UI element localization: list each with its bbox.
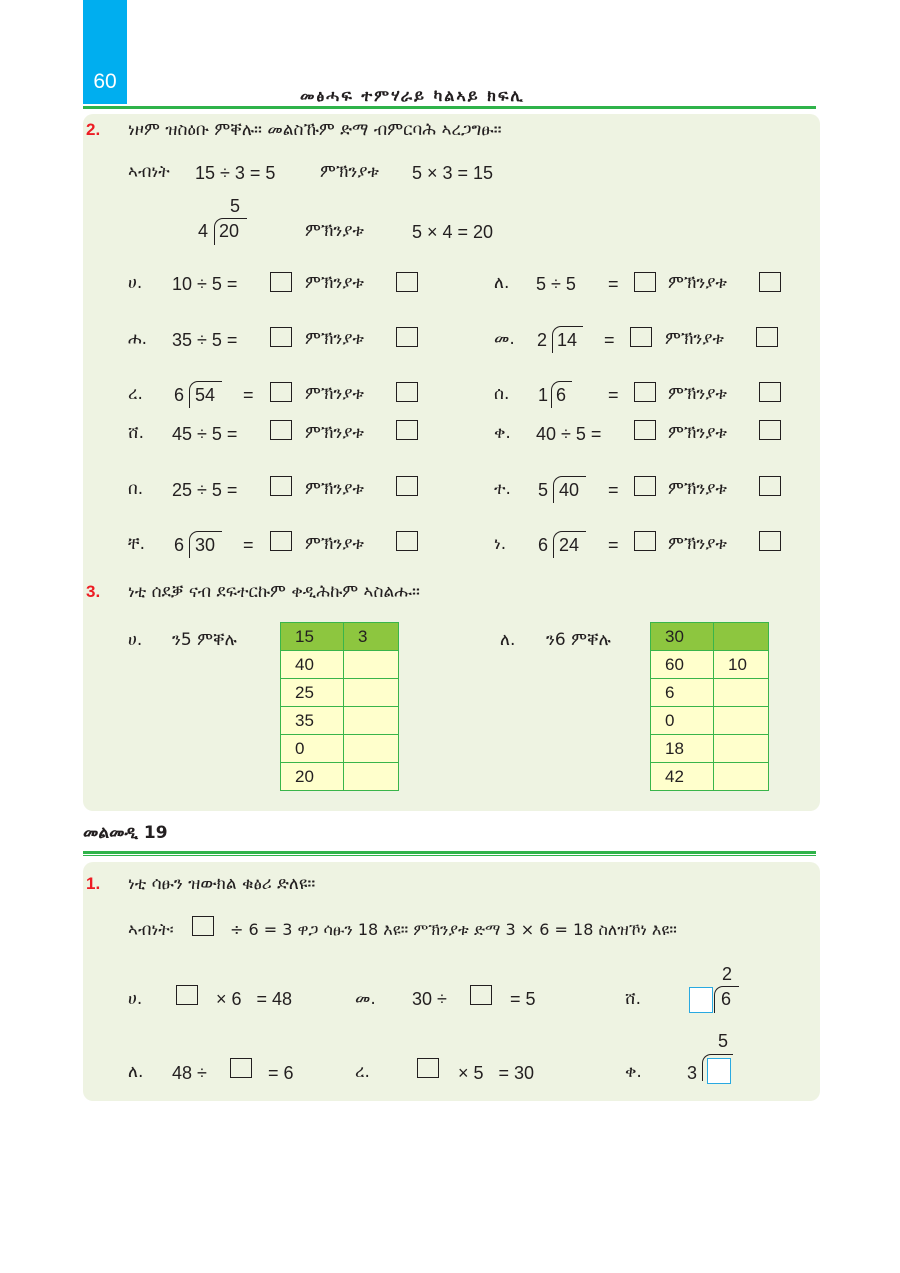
because-label: ምኽንያቱ bbox=[668, 423, 727, 443]
equals-sign: = bbox=[243, 535, 254, 555]
item-expression: = 6 bbox=[268, 1063, 294, 1083]
section-title: መልመዲ 19 bbox=[83, 823, 168, 843]
because-label: ምኽንያቱ bbox=[668, 534, 727, 554]
answer-box[interactable] bbox=[759, 420, 781, 440]
because-label: ምኽንያቱ bbox=[320, 162, 379, 182]
equals-sign: = bbox=[608, 480, 619, 500]
because-label: ምኽንያቱ bbox=[665, 329, 724, 349]
answer-box[interactable] bbox=[634, 420, 656, 440]
answer-box[interactable] bbox=[759, 531, 781, 551]
dividend: 54 bbox=[195, 385, 216, 405]
answer-box[interactable] bbox=[396, 420, 418, 440]
answer-box[interactable] bbox=[270, 420, 292, 440]
example-divisor: 4 bbox=[198, 221, 209, 241]
quotient: 2 bbox=[722, 964, 733, 984]
answer-box[interactable] bbox=[270, 327, 292, 347]
item-label: ረ. bbox=[355, 1062, 370, 1082]
answer-box[interactable] bbox=[270, 382, 292, 402]
answer-box[interactable] bbox=[689, 987, 713, 1013]
dividend: 24 bbox=[559, 535, 580, 555]
table-cell: 0 bbox=[281, 735, 344, 763]
answer-box[interactable] bbox=[396, 272, 418, 292]
item-label: ሐ. bbox=[128, 329, 148, 349]
answer-box[interactable] bbox=[634, 531, 656, 551]
example-label: ኣብነት፡ bbox=[128, 920, 174, 940]
item-label: ሸ. bbox=[625, 989, 641, 1009]
because-label: ምኽንያቱ bbox=[305, 384, 364, 404]
item-label: ለ. bbox=[128, 1062, 144, 1082]
answer-box[interactable] bbox=[707, 1058, 731, 1084]
example-quotient: 5 bbox=[230, 196, 241, 216]
table-cell: 42 bbox=[651, 763, 714, 791]
question-number: 1. bbox=[86, 874, 101, 893]
divisor: 6 bbox=[174, 535, 185, 555]
table-answer-cell[interactable] bbox=[714, 707, 769, 735]
item-expression: 35 ÷ 5 = bbox=[172, 330, 238, 350]
table-answer-cell[interactable] bbox=[714, 679, 769, 707]
table-label: ሀ. bbox=[128, 630, 143, 650]
item-label: ተ. bbox=[494, 479, 511, 499]
because-label: ምኽንያቱ bbox=[668, 384, 727, 404]
dividend: 6 bbox=[721, 989, 732, 1009]
example-check: 5 × 4 = 20 bbox=[412, 222, 494, 242]
item-expression: × 5 = 30 bbox=[458, 1063, 535, 1083]
item-label: መ. bbox=[355, 989, 376, 1009]
question-instruction: ነቲ ሳፁን ዝውክል ቁፅሪ ድለዩ። bbox=[128, 874, 316, 894]
table-answer-cell[interactable] bbox=[714, 763, 769, 791]
item-expression: 45 ÷ 5 = bbox=[172, 424, 238, 444]
table-header-cell: 3 bbox=[344, 623, 399, 651]
table-cell: 20 bbox=[281, 763, 344, 791]
table-header-cell: 30 bbox=[651, 623, 714, 651]
divisor: 6 bbox=[174, 385, 185, 405]
item-label: ሀ. bbox=[128, 989, 143, 1009]
dividend: 30 bbox=[195, 535, 216, 555]
dividend: 40 bbox=[559, 480, 580, 500]
table-cell: 18 bbox=[651, 735, 714, 763]
item-label: ለ. bbox=[494, 273, 510, 293]
equals-sign: = bbox=[608, 385, 619, 405]
question-instruction: ነዞም ዝስዕቡ ምቐሉ። መልስኹም ድማ ብምርባሕ ኣረጋግፁ። bbox=[128, 120, 502, 140]
divisor: 1 bbox=[538, 385, 549, 405]
item-label: ሀ. bbox=[128, 273, 143, 293]
answer-box[interactable] bbox=[759, 382, 781, 402]
answer-box[interactable] bbox=[630, 327, 652, 347]
table-cell: 40 bbox=[281, 651, 344, 679]
answer-box[interactable] bbox=[470, 985, 492, 1005]
answer-box[interactable] bbox=[270, 272, 292, 292]
table-cell: 25 bbox=[281, 679, 344, 707]
item-label: ሸ. bbox=[128, 423, 144, 443]
item-label: መ. bbox=[494, 329, 515, 349]
item-label: በ. bbox=[128, 479, 144, 499]
table-answer-cell[interactable] bbox=[344, 735, 399, 763]
soap-box bbox=[192, 916, 214, 936]
item-label: ነ. bbox=[494, 534, 507, 554]
item-label: ቀ. bbox=[625, 1062, 642, 1082]
divisor: 5 bbox=[538, 480, 549, 500]
quotient: 5 bbox=[718, 1031, 729, 1051]
table-cell: 35 bbox=[281, 707, 344, 735]
answer-box[interactable] bbox=[759, 476, 781, 496]
because-label: ምኽንያቱ bbox=[305, 221, 364, 241]
table-answer-cell[interactable]: 10 bbox=[714, 651, 769, 679]
item-expression: × 6 = 48 bbox=[216, 989, 293, 1009]
dividend: 14 bbox=[557, 330, 578, 350]
answer-box[interactable] bbox=[270, 476, 292, 496]
answer-box[interactable] bbox=[396, 476, 418, 496]
item-expression: 10 ÷ 5 = bbox=[172, 274, 238, 294]
example-label: ኣብነት bbox=[128, 162, 170, 182]
because-label: ምኽንያቱ bbox=[668, 273, 727, 293]
equals-sign: = bbox=[604, 330, 615, 350]
answer-box[interactable] bbox=[230, 1058, 252, 1078]
table-cell: 0 bbox=[651, 707, 714, 735]
because-label: ምኽንያቱ bbox=[305, 329, 364, 349]
because-label: ምኽንያቱ bbox=[305, 273, 364, 293]
item-expression: 5 ÷ 5 bbox=[536, 274, 576, 294]
question-number: 3. bbox=[86, 582, 101, 601]
section-rule-thin bbox=[83, 855, 816, 856]
item-label: ሰ. bbox=[494, 384, 510, 404]
equals-sign: = bbox=[608, 274, 619, 294]
item-label: ረ. bbox=[128, 384, 143, 404]
answer-box[interactable] bbox=[176, 985, 198, 1005]
example-equation: 15 ÷ 3 = 5 bbox=[195, 163, 276, 183]
table-answer-cell[interactable] bbox=[714, 735, 769, 763]
table-cell: 60 bbox=[651, 651, 714, 679]
answer-box[interactable] bbox=[396, 382, 418, 402]
answer-box[interactable] bbox=[759, 272, 781, 292]
example-dividend: 20 bbox=[219, 221, 240, 241]
table-header-cell: 15 bbox=[281, 623, 344, 651]
answer-box[interactable] bbox=[634, 272, 656, 292]
example-check: 5 × 3 = 15 bbox=[412, 163, 494, 183]
question-instruction: ነቲ ሰደቓ ናብ ደፍተርኩም ቀዲሕኩም ኣስልሑ። bbox=[128, 582, 420, 602]
because-label: ምኽንያቱ bbox=[305, 534, 364, 554]
table-answer-cell[interactable] bbox=[344, 763, 399, 791]
division-table-right bbox=[650, 622, 769, 791]
table-header-cell bbox=[714, 623, 769, 651]
divisor: 3 bbox=[687, 1063, 698, 1083]
answer-box[interactable] bbox=[756, 327, 778, 347]
question-number: 2. bbox=[86, 120, 101, 139]
table-label: ለ. bbox=[500, 630, 516, 650]
item-expression: = 5 bbox=[510, 989, 536, 1009]
answer-box[interactable] bbox=[417, 1058, 439, 1078]
because-label: ምኽንያቱ bbox=[305, 423, 364, 443]
item-label: ቀ. bbox=[494, 423, 511, 443]
table-answer-cell[interactable] bbox=[344, 707, 399, 735]
book-title: መፅሓፍ ተምሃራይ ካልኣይ ክፍሊ bbox=[300, 86, 525, 105]
item-expression: 25 ÷ 5 = bbox=[172, 480, 238, 500]
equals-sign: = bbox=[608, 535, 619, 555]
item-expression: 30 ÷ bbox=[412, 989, 447, 1009]
answer-box[interactable] bbox=[396, 531, 418, 551]
answer-box[interactable] bbox=[634, 382, 656, 402]
table-cell: 6 bbox=[651, 679, 714, 707]
header-rule bbox=[83, 106, 816, 109]
table-answer-cell[interactable] bbox=[344, 679, 399, 707]
table-answer-cell[interactable] bbox=[344, 651, 399, 679]
divisor: 2 bbox=[537, 330, 548, 350]
because-label: ምኽንያቱ bbox=[668, 479, 727, 499]
example-text: ÷ 6 = 3 ዋጋ ሳፁን 18 እዩ። ምኽንያቱ ድማ 3 × 6 = 18 ስለዝኾነ እዩ። bbox=[230, 920, 677, 939]
dividend: 6 bbox=[556, 385, 567, 405]
because-label: ምኽንያቱ bbox=[305, 479, 364, 499]
item-expression: 48 ÷ bbox=[172, 1063, 207, 1083]
equals-sign: = bbox=[243, 385, 254, 405]
table-title: ን6 ምቐሉ bbox=[546, 630, 611, 650]
item-label: ቸ. bbox=[128, 534, 146, 554]
answer-box[interactable] bbox=[270, 531, 292, 551]
divisor: 6 bbox=[538, 535, 549, 555]
table-title: ን5 ምቐሉ bbox=[172, 630, 237, 650]
answer-box[interactable] bbox=[396, 327, 418, 347]
page-number: 60 bbox=[93, 70, 117, 93]
item-expression: 40 ÷ 5 = bbox=[536, 424, 602, 444]
division-table-left bbox=[280, 622, 399, 791]
section-rule bbox=[83, 851, 816, 854]
answer-box[interactable] bbox=[634, 476, 656, 496]
